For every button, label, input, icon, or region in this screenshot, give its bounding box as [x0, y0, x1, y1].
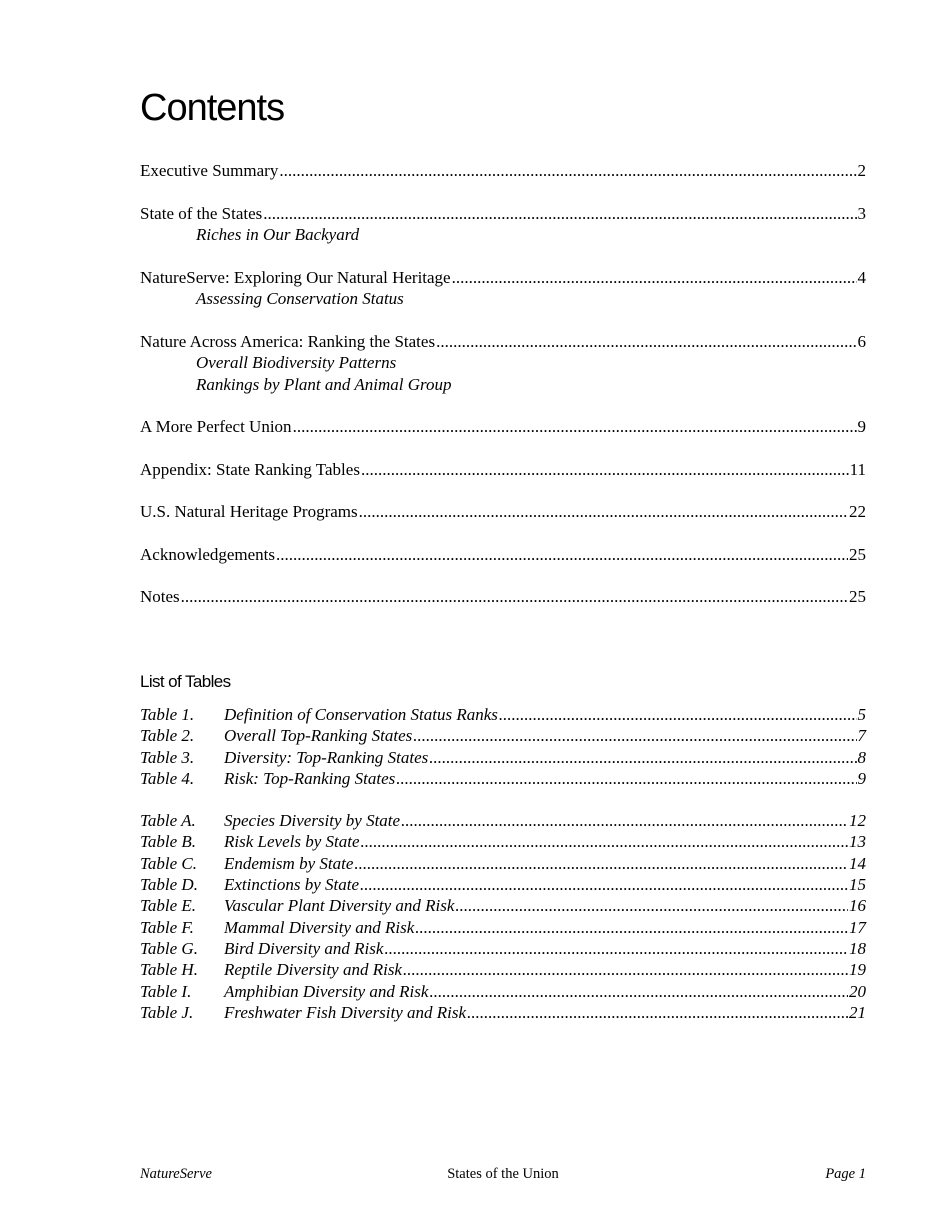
- table-list-row[interactable]: [140, 895, 866, 916]
- table-page-number: 21: [849, 1002, 866, 1022]
- table-id: Table 3.: [140, 747, 195, 767]
- table-title: Amphibian Diversity and Risk: [224, 981, 429, 1001]
- toc-entry-row[interactable]: [140, 203, 866, 225]
- table-page-number: 14: [849, 853, 866, 873]
- dot-leader: [293, 416, 857, 438]
- dot-leader: [455, 895, 848, 916]
- toc-entry-label: NatureServe: Exploring Our Natural Heritage: [140, 267, 451, 287]
- toc-entry-row[interactable]: [140, 501, 866, 523]
- toc-entry: [140, 416, 866, 438]
- dot-leader: [263, 203, 856, 225]
- table-title: Extinctions by State: [224, 875, 360, 895]
- toc-entry-row[interactable]: [140, 544, 866, 566]
- table-page-number: 5: [857, 705, 866, 724]
- table-list-row[interactable]: [140, 981, 866, 1002]
- table-page-number: 15: [849, 875, 866, 895]
- dot-leader: [384, 938, 848, 959]
- dot-leader: [401, 810, 848, 831]
- toc-entry-label: Nature Across America: Ranking the States: [140, 331, 436, 351]
- table-title: Species Diversity by State: [224, 811, 401, 831]
- toc-entry-row[interactable]: [140, 459, 866, 481]
- table-id: Table 4.: [140, 768, 195, 788]
- toc-page-number: 22: [849, 502, 866, 521]
- dot-leader: [361, 831, 849, 852]
- dot-leader: [436, 331, 856, 353]
- table-title: Risk Levels by State: [224, 832, 360, 852]
- table-id: Table F.: [140, 917, 194, 937]
- table-id: Table I.: [140, 981, 192, 1001]
- table-list-row[interactable]: [140, 768, 866, 789]
- table-list-row[interactable]: [140, 959, 866, 980]
- table-page-number: 13: [849, 832, 866, 852]
- table-page-number: 8: [857, 747, 866, 767]
- table-list-row[interactable]: [140, 874, 866, 895]
- list-of-tables: [140, 704, 866, 1023]
- toc-entry: [140, 267, 866, 310]
- table-list-row[interactable]: [140, 747, 866, 768]
- table-id: Table E.: [140, 896, 197, 916]
- toc-entry: [140, 160, 866, 182]
- table-page-number: 19: [849, 960, 866, 980]
- toc-page-number: 11: [849, 459, 866, 479]
- toc-entry-row[interactable]: [140, 160, 866, 182]
- dot-leader: [354, 853, 848, 874]
- dot-leader: [181, 586, 848, 608]
- dot-leader: [361, 459, 849, 481]
- table-title: Endemism by State: [224, 853, 354, 873]
- toc-entry-label: A More Perfect Union: [140, 417, 292, 436]
- toc-subentry: Assessing Conservation Status: [196, 289, 404, 308]
- toc-page-number: 9: [857, 417, 866, 436]
- table-list-row[interactable]: [140, 704, 866, 725]
- table-list-row[interactable]: [140, 725, 866, 746]
- table-title: Diversity: Top-Ranking States: [224, 747, 429, 767]
- toc-entry-label: Notes: [140, 587, 180, 606]
- dot-leader: [279, 160, 856, 182]
- dot-leader: [467, 1002, 848, 1023]
- toc-entry: [140, 501, 866, 523]
- table-page-number: 16: [849, 896, 866, 916]
- table-id: Table A.: [140, 811, 196, 831]
- table-title: Freshwater Fish Diversity and Risk: [224, 1002, 467, 1022]
- toc-subentry: Riches in Our Backyard: [196, 225, 360, 244]
- dot-leader: [396, 768, 856, 789]
- dot-leader: [360, 874, 848, 895]
- table-list-row[interactable]: [140, 810, 866, 831]
- toc-entry: [140, 331, 866, 396]
- table-title: Overall Top-Ranking States: [224, 726, 413, 746]
- table-page-number: 18: [849, 938, 866, 958]
- dot-leader: [276, 544, 848, 566]
- toc-entry-row[interactable]: [140, 416, 866, 438]
- toc-entry-label: Executive Summary: [140, 161, 279, 180]
- toc-page-number: 4: [857, 267, 866, 287]
- dot-leader: [452, 267, 857, 289]
- table-page-number: 17: [849, 917, 866, 937]
- dot-leader: [499, 704, 857, 725]
- toc-entry-row[interactable]: [140, 586, 866, 608]
- table-id: Table G.: [140, 938, 198, 958]
- table-id: Table D.: [140, 875, 198, 895]
- table-list-row[interactable]: [140, 1002, 866, 1023]
- table-title: Bird Diversity and Risk: [224, 938, 384, 958]
- toc-subentry: Overall Biodiversity Patterns: [196, 353, 397, 372]
- table-title: Mammal Diversity and Risk: [224, 917, 415, 937]
- table-list-row[interactable]: [140, 917, 866, 938]
- table-id: Table B.: [140, 832, 197, 852]
- dot-leader: [413, 725, 856, 746]
- toc-entry-row[interactable]: [140, 331, 866, 353]
- list-of-tables-heading: List of Tables: [140, 672, 231, 691]
- footer-page-number: Page 1: [825, 1166, 866, 1182]
- toc-entry-label: State of the States: [140, 203, 263, 223]
- page-footer: [140, 1166, 866, 1186]
- dot-leader: [403, 959, 848, 980]
- toc-entry-row[interactable]: [140, 267, 866, 289]
- table-title: Vascular Plant Diversity and Risk: [224, 896, 455, 916]
- table-title: Definition of Conservation Status Ranks: [224, 705, 498, 724]
- table-title: Risk: Top-Ranking States: [224, 768, 396, 788]
- dot-leader: [359, 501, 848, 523]
- table-list-row[interactable]: [140, 831, 866, 852]
- toc-page-number: 25: [849, 587, 866, 606]
- toc-page-number: 25: [849, 544, 866, 564]
- table-id: Table C.: [140, 853, 198, 873]
- toc-page-number: 3: [857, 203, 866, 223]
- toc-page-number: 6: [857, 331, 866, 351]
- toc-entry: [140, 544, 866, 566]
- toc-entry: [140, 459, 866, 481]
- toc-entry: [140, 586, 866, 608]
- table-id: Table H.: [140, 960, 198, 980]
- table-list-row[interactable]: [140, 938, 866, 959]
- table-id: Table J.: [140, 1002, 194, 1022]
- table-page-number: 7: [857, 726, 866, 746]
- table-page-number: 20: [849, 981, 866, 1001]
- toc-entry: [140, 203, 866, 246]
- toc-page-number: 2: [857, 161, 866, 180]
- dot-leader: [429, 981, 848, 1002]
- table-page-number: 9: [857, 768, 866, 788]
- footer-org: NatureServe: [140, 1166, 212, 1182]
- table-of-contents: [140, 160, 866, 629]
- group-spacer: [140, 789, 866, 810]
- table-title: Reptile Diversity and Risk: [224, 960, 402, 980]
- toc-entry-label: Appendix: State Ranking Tables: [140, 459, 360, 479]
- toc-subentry: Rankings by Plant and Animal Group: [196, 374, 452, 394]
- table-id: Table 2.: [140, 726, 195, 746]
- table-list-row[interactable]: [140, 853, 866, 874]
- table-id: Table 1.: [140, 705, 195, 724]
- table-page-number: 12: [849, 811, 866, 831]
- dot-leader: [429, 747, 856, 768]
- dot-leader: [415, 917, 848, 938]
- toc-entry-label: Acknowledgements: [140, 544, 276, 564]
- page-title: Contents: [140, 87, 285, 129]
- footer-doc-title: States of the Union: [447, 1166, 559, 1182]
- toc-entry-label: U.S. Natural Heritage Programs: [140, 502, 358, 521]
